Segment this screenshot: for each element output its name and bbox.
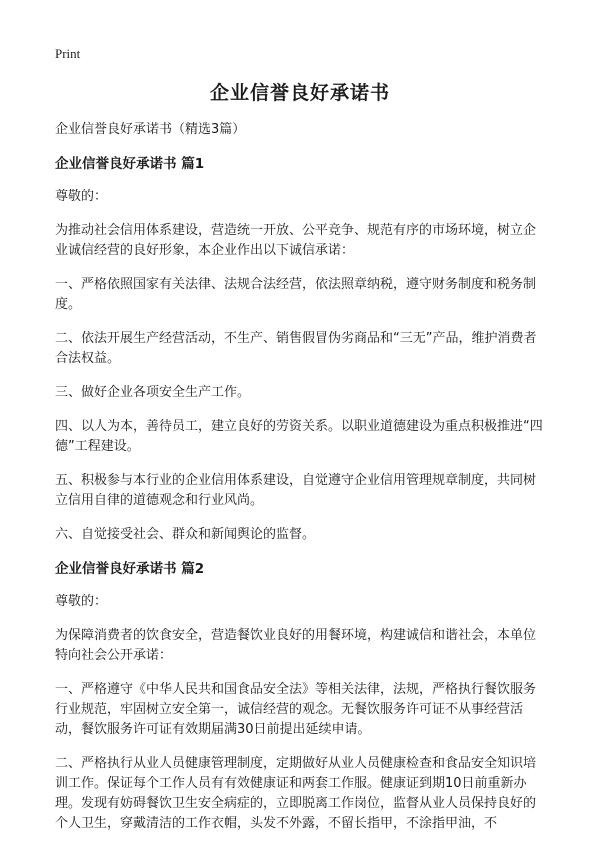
salutation: 尊敬的：	[55, 189, 108, 204]
paragraph: 五、积极参与本行业的企业信用体系建设，自觉遵守企业信用管理规章制度，共同树立信用自律的道德观念和行业风尚。	[55, 473, 537, 508]
paragraph: 六、自觉接受社会、群众和新闻舆论的监督。	[55, 527, 316, 542]
section-heading: 企业信誉良好承诺书 篇2	[55, 561, 205, 577]
paragraph: 三、做好企业各项安全生产工作。	[55, 385, 251, 400]
paragraph: 为推动社会信用体系建设，营造统一开放、公平竞争、规范有序的市场环境，树立企业诚信经营的良好形象，本企业作出以下诚信承诺：	[55, 223, 537, 258]
paragraph: 二、严格执行从业人员健康管理制度，定期做好从业人员健康检查和食品安全知识培训工作。保证每个工作人员有有效健康证和两套工作服。健康证到期10日前重新办理。发现有妨碍餐饮卫生安全病症的，立即脱离工作岗位，监督从业人员保持良好的个人卫生，穿戴清洁的工作衣帽，头发不外露，不留长指甲，不涂指甲油，不	[55, 756, 537, 831]
paragraph: 一、严格依照国家有关法律、法规合法经营，依法照章纳税，遵守财务制度和税务制度。	[55, 277, 537, 312]
paragraph: 四、以人为本，善待员工，建立良好的劳资关系。以职业道德建设为重点积极推进“四德”工程建设。	[55, 419, 543, 454]
paragraph: 二、依法开展生产经营活动，不生产、销售假冒伪劣商品和“三无”产品，维护消费者合法权益。	[55, 331, 537, 366]
document-title: 企业信誉良好承诺书	[209, 82, 390, 104]
paragraph: 为保障消费者的饮食安全，营造餐饮业良好的用餐环境，构建诚信和谐社会，本单位特向社会公开承诺：	[55, 628, 537, 663]
paragraph: 一、严格遵守《中华人民共和国食品安全法》等相关法律，法规，严格执行餐饮服务行业规范，牢固树立安全第一，诚信经营的观念。无餐饮服务许可证不从事经营活动，餐饮服务许可证有效期届满30日前提出延续申请。	[55, 682, 537, 737]
section-heading: 企业信誉良好承诺书 篇1	[55, 156, 205, 172]
document-subtitle: 企业信誉良好承诺书（精选3篇）	[55, 122, 246, 137]
salutation: 尊敬的：	[55, 594, 108, 609]
document-body	[55, 120, 545, 848]
print-link[interactable]: Print	[55, 46, 81, 61]
